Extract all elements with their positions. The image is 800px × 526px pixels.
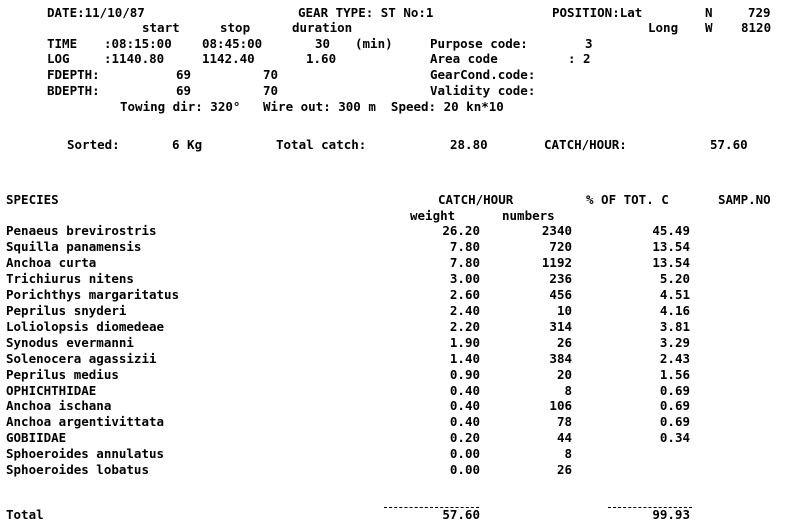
species-weight: 0.00 [449,446,480,461]
species-name: Penaeus brevirostris [6,223,157,238]
species-numbers: 314 [549,319,572,334]
species-name: Anchoa argentivittata [6,414,165,429]
species-numbers: 8 [564,383,572,398]
column-stop-label: stop [220,20,251,35]
time-duration: 30 [315,36,331,51]
species-name: Sphoeroides lobatus [6,462,149,477]
latitude-value: 729 [748,5,771,20]
species-numbers: 456 [549,287,572,302]
species-weight: 7.80 [449,239,480,254]
latitude-hemisphere: N [705,5,713,20]
column-start-label: start [142,20,180,35]
purpose-code-label: Purpose code: [430,36,528,51]
species-percent: 4.51 [659,287,690,302]
sorted-label: Sorted: [67,137,120,152]
species-numbers: 26 [556,335,572,350]
species-numbers: 10 [556,303,572,318]
species-weight: 26.20 [442,223,480,238]
area-code-value: : 2 [568,51,591,66]
total-catch-label: Total catch: [276,137,367,152]
species-name: Sphoeroides annulatus [6,446,165,461]
position-label: POSITION:Lat [552,5,643,20]
trip-date: DATE:11/10/87 [47,5,145,20]
bdepth-start: 69 [176,83,192,98]
longitude-value: 8120 [741,20,772,35]
species-numbers: 78 [556,414,572,429]
species-percent: 0.69 [659,383,690,398]
species-percent: 0.69 [659,414,690,429]
species-weight: 0.20 [449,430,480,445]
species-name: OPHICHTHIDAE [6,383,97,398]
log-label: LOG [47,51,70,66]
species-percent: 2.43 [659,351,690,366]
towing-info: Towing dir: 320° Wire out: 300 m Speed: 20 kn*10 [120,99,504,114]
species-name: Peprilus snyderi [6,303,127,318]
species-name: Trichiurus nitens [6,271,134,286]
species-numbers: 236 [549,271,572,286]
species-weight: 0.00 [449,462,480,477]
sample-number-header: SAMP.NO [718,192,771,207]
total-label: Total [6,507,44,522]
species-weight: 0.40 [449,414,480,429]
species-weight: 0.90 [449,367,480,382]
species-name: GOBIIDAE [6,430,67,445]
species-percent: 0.69 [659,398,690,413]
column-duration-label: duration [292,20,353,35]
species-name: Porichthys margaritatus [6,287,180,302]
species-percent: 0.34 [659,430,690,445]
species-numbers: 8 [564,446,572,461]
gear-type: GEAR TYPE: ST No:1 [298,5,434,20]
species-name: Peprilus medius [6,367,119,382]
species-percent: 13.54 [652,255,690,270]
species-numbers: 106 [549,398,572,413]
species-percent: 1.56 [659,367,690,382]
percent-total-header: % OF TOT. C [586,192,669,207]
species-weight: 0.40 [449,398,480,413]
bdepth-label: BDEPTH: [47,83,100,98]
species-percent: 4.16 [659,303,690,318]
species-header: SPECIES [6,192,59,207]
area-code-label: Area code [430,51,498,66]
species-numbers: 720 [549,239,572,254]
longitude-hemisphere: W [705,20,713,35]
species-percent: 3.81 [659,319,690,334]
species-percent: 5.20 [659,271,690,286]
gearcond-code-label: GearCond.code: [430,67,536,82]
species-weight: 1.40 [449,351,480,366]
time-label: TIME [47,36,78,51]
species-numbers: 384 [549,351,572,366]
species-weight: 2.40 [449,303,480,318]
numbers-header: numbers [502,208,555,223]
fdepth-stop: 70 [263,67,279,82]
total-weight: 57.60 [442,507,480,522]
species-percent: 3.29 [659,335,690,350]
time-unit: (min) [355,36,393,51]
total-percent: 99.93 [652,507,690,522]
log-duration: 1.60 [306,51,337,66]
log-start: :1140.80 [104,51,165,66]
bdepth-stop: 70 [263,83,279,98]
catch-hour-value: 57.60 [710,137,748,152]
validity-code-label: Validity code: [430,83,536,98]
species-name: Loliolopsis diomedeae [6,319,165,334]
species-name: Solenocera agassizii [6,351,157,366]
weight-header: weight [410,208,456,223]
species-weight: 2.20 [449,319,480,334]
catch-hour-header: CATCH/HOUR [438,192,514,207]
fdepth-start: 69 [176,67,192,82]
sorted-value: 6 Kg [172,137,203,152]
species-name: Squilla panamensis [6,239,142,254]
fdepth-label: FDEPTH: [47,67,100,82]
species-weight: 7.80 [449,255,480,270]
species-percent: 45.49 [652,223,690,238]
species-weight: 1.90 [449,335,480,350]
species-weight: 3.00 [449,271,480,286]
species-percent: 13.54 [652,239,690,254]
total-catch-value: 28.80 [450,137,488,152]
species-name: Synodus evermanni [6,335,134,350]
species-weight: 2.60 [449,287,480,302]
species-numbers: 20 [556,367,572,382]
species-numbers: 1192 [541,255,572,270]
species-weight: 0.40 [449,383,480,398]
species-name: Anchoa ischana [6,398,112,413]
log-stop: 1142.40 [202,51,255,66]
species-numbers: 2340 [541,223,572,238]
species-name: Anchoa curta [6,255,97,270]
time-stop: 08:45:00 [202,36,263,51]
time-start: :08:15:00 [104,36,172,51]
purpose-code-value: 3 [585,36,593,51]
species-numbers: 44 [556,430,572,445]
longitude-label: Long [648,20,679,35]
species-numbers: 26 [556,462,572,477]
catch-hour-label: CATCH/HOUR: [544,137,627,152]
